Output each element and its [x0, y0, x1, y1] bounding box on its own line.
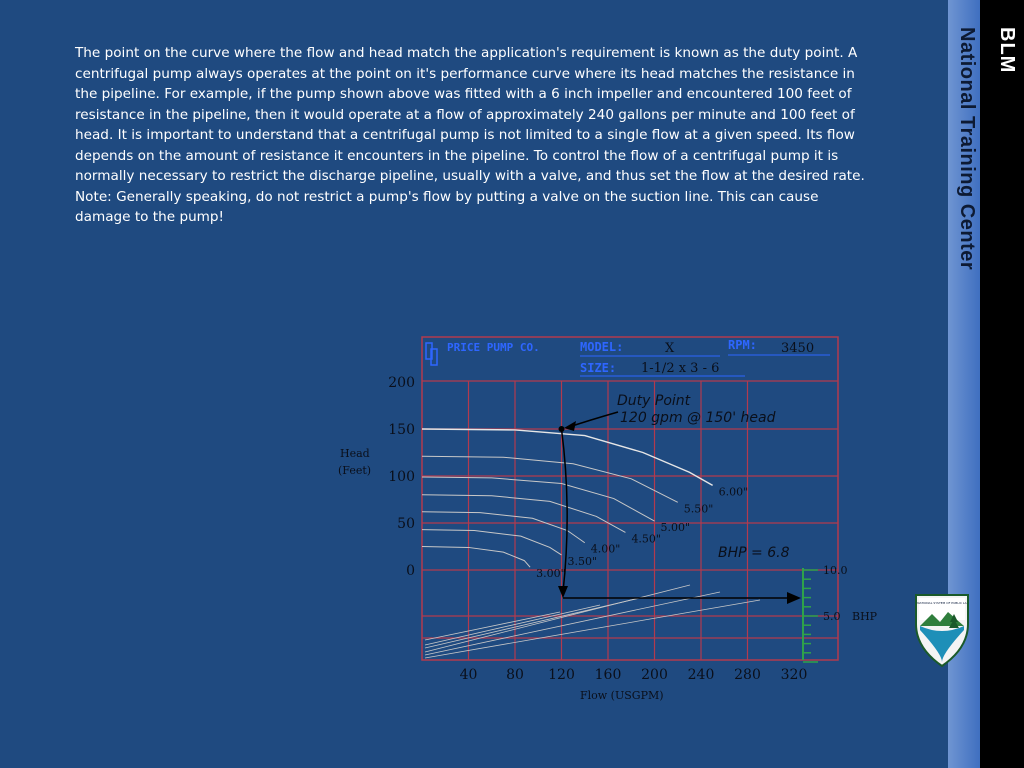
bhp-tick-mid: 5.0 [823, 610, 841, 623]
x-tick-label: 160 [594, 667, 622, 683]
impeller-size-label: 5.00" [660, 521, 691, 535]
model-value: X [665, 341, 675, 356]
y-tick-label: 100 [388, 469, 415, 485]
impeller-size-label: 4.00" [590, 542, 621, 556]
impeller-size-label: 3.50" [567, 554, 598, 568]
bhp-tick-top: 10.0 [823, 564, 848, 577]
pump-company-name: PRICE PUMP CO. [447, 341, 540, 354]
sidebar-band [980, 0, 1024, 768]
bhp-curve [425, 605, 600, 645]
x-tick-label: 320 [780, 667, 808, 683]
y-axis-label-head: Head [340, 447, 370, 460]
bhp-curve [425, 585, 690, 652]
head-curve [422, 530, 562, 555]
x-tick-label: 80 [506, 667, 524, 683]
bhp-reading-arrowhead-icon [787, 592, 801, 604]
blm-badge-logo [914, 592, 970, 668]
y-tick-label: 50 [397, 516, 415, 532]
duty-point-title: Duty Point [617, 393, 691, 409]
sidebar-org-label: BLM [996, 27, 1018, 74]
bhp-curve [425, 592, 720, 655]
head-curve [422, 547, 530, 568]
y-tick-label: 150 [388, 422, 415, 438]
bhp-annotation: BHP = 6.8 [718, 545, 790, 561]
x-tick-label: 280 [734, 667, 761, 683]
pump-logo-icon [426, 343, 437, 365]
x-tick-label: 200 [641, 667, 668, 683]
model-label: MODEL: [580, 340, 624, 354]
impeller-size-label: 5.50" [683, 502, 714, 516]
bhp-unit: BHP [852, 610, 878, 623]
impeller-size-label: 3.00" [536, 567, 566, 581]
x-axis-label: Flow (USGPM) [580, 689, 664, 702]
size-value: 1-1/2 x 3 - 6 [641, 361, 720, 376]
rpm-label: RPM: [728, 338, 757, 352]
head-curve [422, 477, 655, 521]
head-curve [422, 512, 585, 543]
x-tick-label: 120 [548, 667, 575, 683]
duty-drop-arrowhead-icon [558, 586, 568, 598]
slide-body-text: The point on the curve where the flow and head match the application's requirement is known as the duty point. A centrifugal pump always operates at the point on it's performance curve where its head matches the resistance in the pipeline. For example, if the pump shown above was fitted with a 6 inch impeller and encountered 100 feet of resistance in the pipeline, then it would operate at a flow of approximately 240 gallons per minute and 100 feet of head. It is important to understand that a centrifugal pump is not limited to a single flow at a given speed. Its flow depends on the amount of resistance it encounters in the pipeline. To control the flow of a centrifugal pump it is normally necessary to restrict the discharge pipeline, usually with a valve, and thus set the flow at the desired rate. Note: Generally speaking, do not restrict a pump's flow by putting a valve on the suction line. This can cause damage to the pump! [75, 45, 865, 225]
impeller-size-label: 4.50" [631, 532, 661, 546]
y-axis-label-units: (Feet) [338, 464, 372, 477]
head-curve [422, 495, 625, 533]
size-label: SIZE: [580, 361, 617, 375]
y-tick-label: 200 [388, 375, 415, 391]
impeller-size-label: 6.00" [718, 485, 749, 499]
x-tick-label: 240 [687, 667, 715, 683]
x-tick-label: 40 [459, 667, 478, 683]
badge-logo-text: NATIONAL SYSTEM OF PUBLIC LA [917, 601, 967, 605]
sidebar-center-label: National Training Center [956, 27, 978, 271]
y-tick-label: 0 [406, 563, 415, 579]
duty-point-detail: 120 gpm @ 150' head [620, 410, 776, 426]
rpm-value: 3450 [781, 341, 815, 356]
